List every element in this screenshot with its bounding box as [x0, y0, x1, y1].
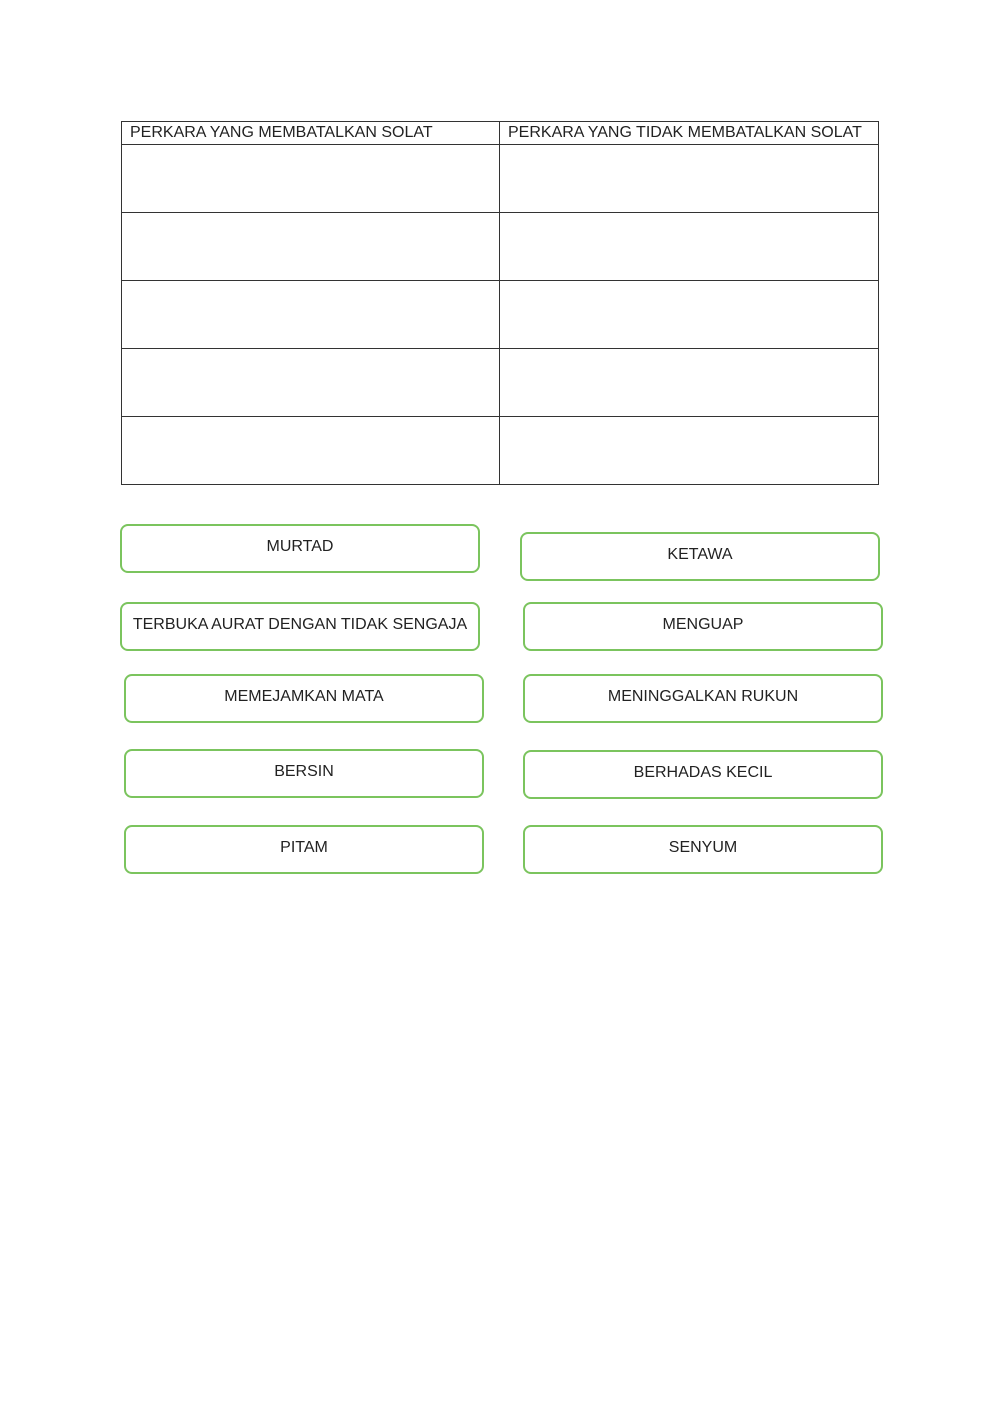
table-row — [122, 349, 879, 417]
draggable-card-menguap[interactable]: MENGUAP — [523, 602, 883, 651]
draggable-card-bersin[interactable]: BERSIN — [124, 749, 484, 798]
table-header-row — [122, 122, 879, 145]
drop-zone-membatalkan-1[interactable] — [122, 145, 500, 213]
drop-zone-tidak-membatalkan-4[interactable] — [500, 349, 879, 417]
drop-zone-membatalkan-2[interactable] — [122, 213, 500, 281]
header-membatalkan: PERKARA YANG MEMBATALKAN SOLAT — [122, 122, 500, 145]
drop-zone-tidak-membatalkan-3[interactable] — [500, 281, 879, 349]
drop-zone-membatalkan-4[interactable] — [122, 349, 500, 417]
drop-zone-membatalkan-3[interactable] — [122, 281, 500, 349]
draggable-card-murtad[interactable]: MURTAD — [120, 524, 480, 573]
drop-zone-tidak-membatalkan-5[interactable] — [500, 417, 879, 485]
draggable-card-meninggalkan-rukun[interactable]: MENINGGALKAN RUKUN — [523, 674, 883, 723]
draggable-card-terbuka-aurat[interactable]: TERBUKA AURAT DENGAN TIDAK SENGAJA — [120, 602, 480, 651]
sorting-table — [121, 121, 879, 485]
table-row — [122, 145, 879, 213]
drop-zone-membatalkan-5[interactable] — [122, 417, 500, 485]
table-row — [122, 417, 879, 485]
draggable-card-senyum[interactable]: SENYUM — [523, 825, 883, 874]
table-row — [122, 213, 879, 281]
draggable-card-berhadas-kecil[interactable]: BERHADAS KECIL — [523, 750, 883, 799]
drop-zone-tidak-membatalkan-1[interactable] — [500, 145, 879, 213]
table-row — [122, 281, 879, 349]
drop-zone-tidak-membatalkan-2[interactable] — [500, 213, 879, 281]
header-tidak-membatalkan: PERKARA YANG TIDAK MEMBATALKAN SOLAT — [500, 122, 879, 145]
draggable-card-memejamkan-mata[interactable]: MEMEJAMKAN MATA — [124, 674, 484, 723]
draggable-card-ketawa[interactable]: KETAWA — [520, 532, 880, 581]
draggable-card-pitam[interactable]: PITAM — [124, 825, 484, 874]
